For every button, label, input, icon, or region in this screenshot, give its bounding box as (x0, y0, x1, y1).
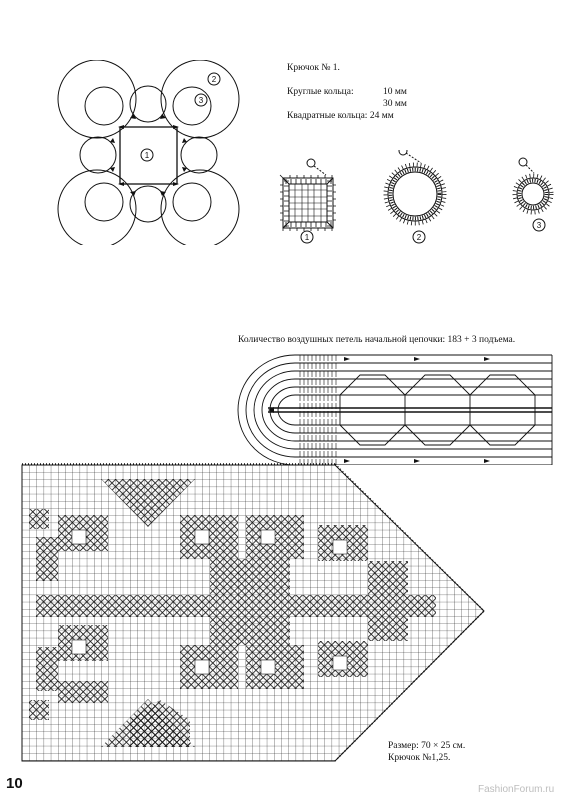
round-rings-row-2 (287, 98, 407, 110)
size-note (388, 740, 465, 764)
page-number: 10 (6, 775, 23, 792)
square-rings-row (287, 110, 407, 122)
ring-diagrams (270, 150, 560, 245)
ring-label-1: 1 (304, 233, 310, 242)
size-text: Размер: 70 × 25 см. (388, 741, 466, 751)
ring-label-3: 3 (536, 221, 542, 230)
specs-block (287, 62, 407, 122)
watermark: FashionForum.ru (478, 784, 555, 795)
chain-note: Количество воздушных петель начальной цепочки: 183 + 3 подъема. (238, 335, 516, 345)
motif-label-3: 3 (198, 96, 204, 105)
hook-text: Крючок №1,25. (388, 753, 451, 763)
motif-label-2: 2 (211, 75, 217, 84)
round-rings-value-1: 10 мм (383, 87, 407, 97)
round-rings-value-2: 30 мм (383, 99, 407, 109)
round-rings-label: Круглые кольца: (287, 87, 354, 97)
motif-label-1: 1 (144, 151, 150, 160)
motif-diagram (55, 60, 250, 245)
filet-chart (18, 460, 490, 770)
square-rings-value: 24 мм (369, 111, 394, 121)
round-rings-row (287, 86, 407, 98)
ring-label-2: 2 (416, 233, 422, 242)
hook-spec: Крючок № 1. (287, 63, 340, 73)
stitch-schematic (206, 350, 561, 465)
square-rings-label: Квадратные кольца: (287, 111, 368, 121)
